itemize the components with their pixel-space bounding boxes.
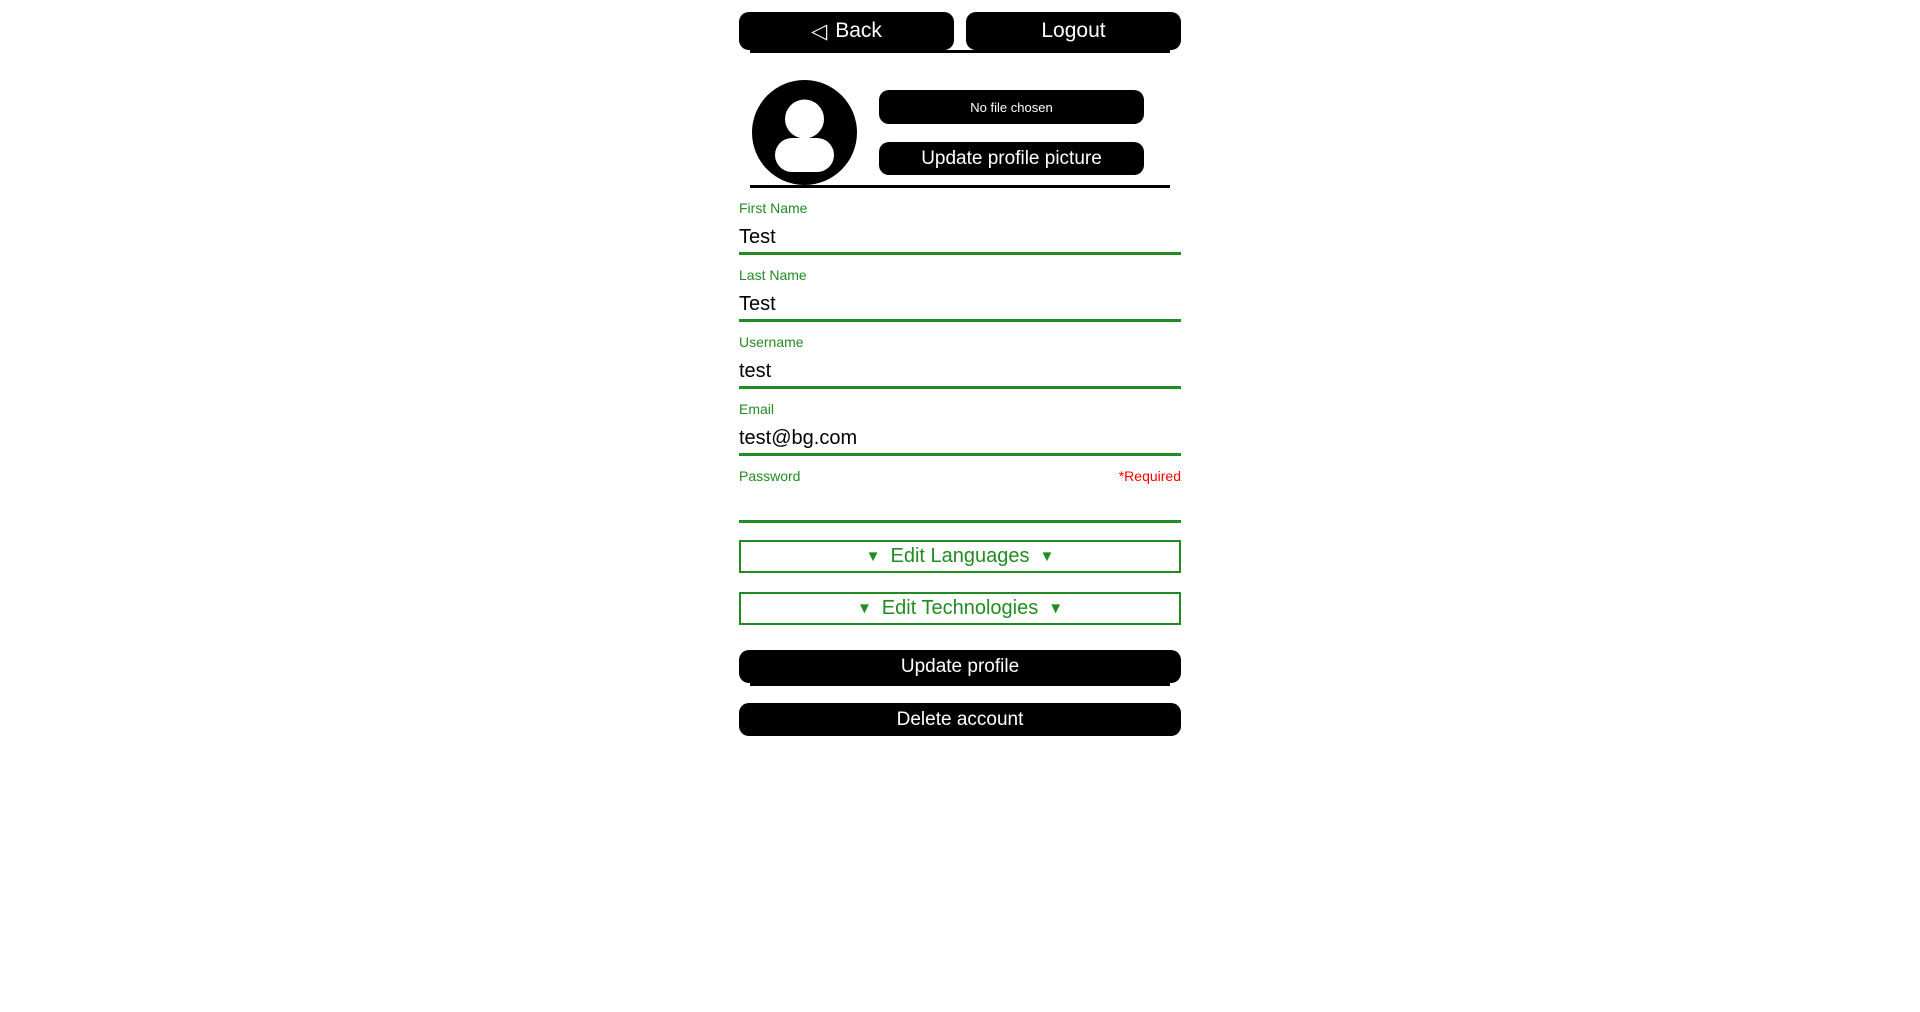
- update-profile-button-label: Update profile: [900, 655, 1020, 677]
- password-label: Password: [739, 468, 801, 484]
- email-label: Email: [739, 401, 775, 417]
- first-name-input[interactable]: [739, 217, 1181, 252]
- chevron-down-icon: ▼: [1039, 548, 1055, 565]
- first-name-label-row: [739, 199, 1181, 217]
- edit-languages-button[interactable]: [739, 540, 1181, 573]
- back-button[interactable]: [739, 12, 954, 50]
- last-name-label: Last Name: [739, 267, 807, 283]
- file-input[interactable]: [879, 90, 1144, 124]
- update-picture-button-label: Update profile picture: [921, 147, 1102, 169]
- back-arrow-icon: ◁: [811, 19, 828, 43]
- section-divider-top: [750, 50, 1170, 53]
- last-name-input[interactable]: [739, 284, 1181, 319]
- password-field: [739, 456, 1181, 523]
- profile-picture-section: [739, 80, 1181, 185]
- picture-buttons-column: [879, 90, 1144, 175]
- profile-page: [739, 0, 1181, 736]
- required-badge: *Required: [1118, 468, 1181, 484]
- chevron-down-icon: ▼: [856, 600, 872, 617]
- first-name-label: First Name: [739, 200, 808, 216]
- edit-languages-label: Edit Languages: [890, 545, 1030, 567]
- section-divider-bottom: [750, 683, 1170, 686]
- edit-technologies-button[interactable]: [739, 592, 1181, 625]
- username-label-row: [739, 333, 1181, 351]
- delete-account-button[interactable]: [739, 703, 1181, 736]
- email-input[interactable]: [739, 418, 1181, 453]
- update-picture-button[interactable]: [879, 142, 1144, 175]
- last-name-label-row: [739, 266, 1181, 284]
- delete-account-button-label: Delete account: [896, 708, 1024, 730]
- logout-button-label: Logout: [1041, 19, 1106, 42]
- logout-button[interactable]: [966, 12, 1181, 50]
- last-name-field: [739, 255, 1181, 322]
- update-profile-button[interactable]: [739, 650, 1181, 683]
- username-input[interactable]: [739, 351, 1181, 386]
- person-circle-icon: [752, 80, 857, 185]
- password-label-row: [739, 467, 1181, 485]
- first-name-field: [739, 188, 1181, 255]
- chevron-down-icon: ▼: [865, 548, 881, 565]
- top-button-row: [739, 12, 1181, 50]
- email-label-row: [739, 400, 1181, 418]
- password-input[interactable]: [739, 485, 1181, 520]
- username-field: [739, 322, 1181, 389]
- email-field: [739, 389, 1181, 456]
- back-button-label: Back: [835, 19, 882, 42]
- username-label: Username: [739, 334, 804, 350]
- chevron-down-icon: ▼: [1048, 600, 1064, 617]
- edit-technologies-label: Edit Technologies: [881, 597, 1039, 619]
- file-input-label: No file chosen: [970, 99, 1053, 115]
